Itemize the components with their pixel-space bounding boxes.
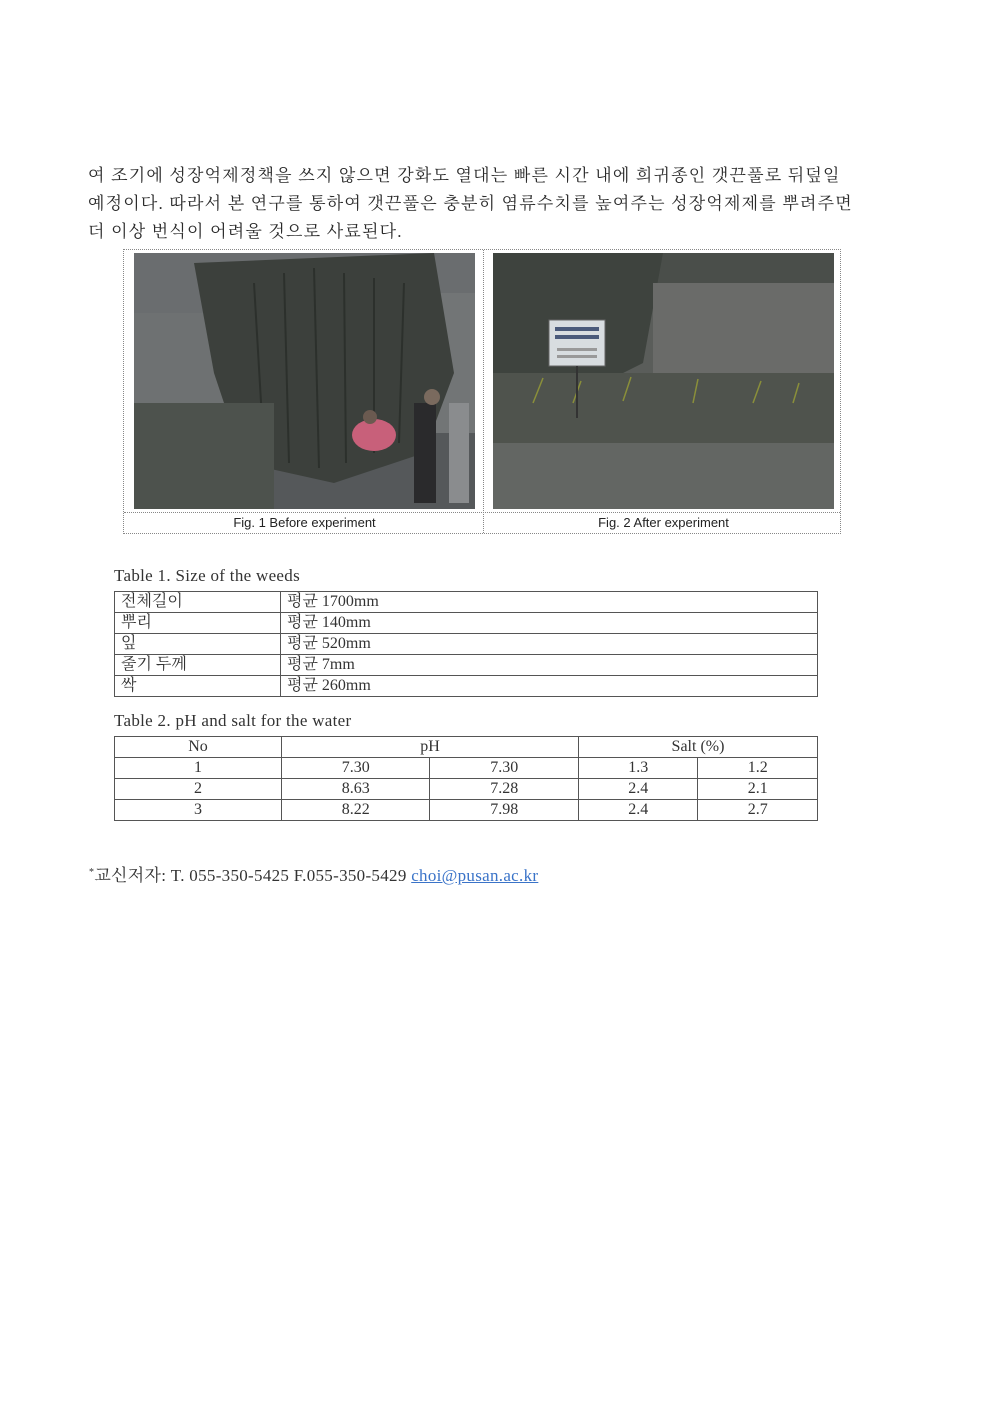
table-cell-value: 평균 7mm: [281, 655, 818, 676]
paragraph-line-2: 예정이다. 따라서 본 연구를 통하여 갯끈풀은 충분히 염류수치를 높여주는 성장억제제를 뿌려주면: [88, 194, 853, 213]
corresponding-author-footnote: [89, 861, 538, 886]
cell-ph: 7.30: [282, 758, 430, 779]
table-cell-label: 전체길이: [115, 592, 281, 613]
figure-divider: [483, 250, 484, 533]
cell-ph: 7.98: [430, 800, 578, 821]
cell-salt: 1.3: [578, 758, 698, 779]
table-cell-label: 잎: [115, 634, 281, 655]
cell-no: 2: [115, 779, 282, 800]
table-cell-value: 평균 260mm: [281, 676, 818, 697]
table-row: [115, 800, 818, 821]
table-row: [115, 758, 818, 779]
weed-size-table: [114, 591, 818, 697]
cell-salt: 2.4: [578, 779, 698, 800]
paragraph-line-1: 여 조기에 성장억제정책을 쓰지 않으면 강화도 열대는 빠른 시간 내에 희귀종인 갯끈풀로 뒤덮일: [88, 166, 841, 185]
header-salt: Salt (%): [578, 737, 817, 758]
figure-2-caption: Fig. 2 After experiment: [598, 515, 729, 530]
paragraph-line-3: 더 이상 번식이 어려울 것으로 사료된다.: [88, 222, 403, 241]
table-row: [115, 634, 818, 655]
photo-after-experiment: [493, 253, 834, 509]
figure-1-caption: Fig. 1 Before experiment: [233, 515, 376, 530]
cell-no: 3: [115, 800, 282, 821]
footnote-text: 교신저자: T. 055-350-5425 F.055-350-5429: [94, 866, 407, 885]
cell-ph: 8.63: [282, 779, 430, 800]
caption-divider: [124, 512, 840, 513]
header-ph: pH: [282, 737, 579, 758]
ph-salt-table: [114, 736, 818, 821]
footnote-marker: *: [89, 867, 95, 878]
cell-salt: 2.4: [578, 800, 698, 821]
cell-no: 1: [115, 758, 282, 779]
email-link[interactable]: choi@pusan.ac.kr: [411, 866, 539, 885]
cell-ph: 8.22: [282, 800, 430, 821]
table-row: [115, 779, 818, 800]
table-row: [115, 613, 818, 634]
table-cell-label: 줄기 두께: [115, 655, 281, 676]
table-cell-label: 싹: [115, 676, 281, 697]
photo-before-experiment: [134, 253, 475, 509]
cell-ph: 7.28: [430, 779, 578, 800]
table-row: [115, 655, 818, 676]
table-2-caption: Table 2. pH and salt for the water: [114, 711, 352, 730]
body-paragraph: [88, 162, 910, 246]
table-row: [115, 676, 818, 697]
cell-salt: 2.7: [698, 800, 818, 821]
cell-ph: 7.30: [430, 758, 578, 779]
cell-salt: 2.1: [698, 779, 818, 800]
table-cell-value: 평균 1700mm: [281, 592, 818, 613]
table-row: [115, 592, 818, 613]
header-no: No: [115, 737, 282, 758]
table-cell-label: 뿌리: [115, 613, 281, 634]
table-1-caption: Table 1. Size of the weeds: [114, 566, 300, 585]
cell-salt: 1.2: [698, 758, 818, 779]
table-header-row: [115, 737, 818, 758]
table-cell-value: 평균 140mm: [281, 613, 818, 634]
table-cell-value: 평균 520mm: [281, 634, 818, 655]
